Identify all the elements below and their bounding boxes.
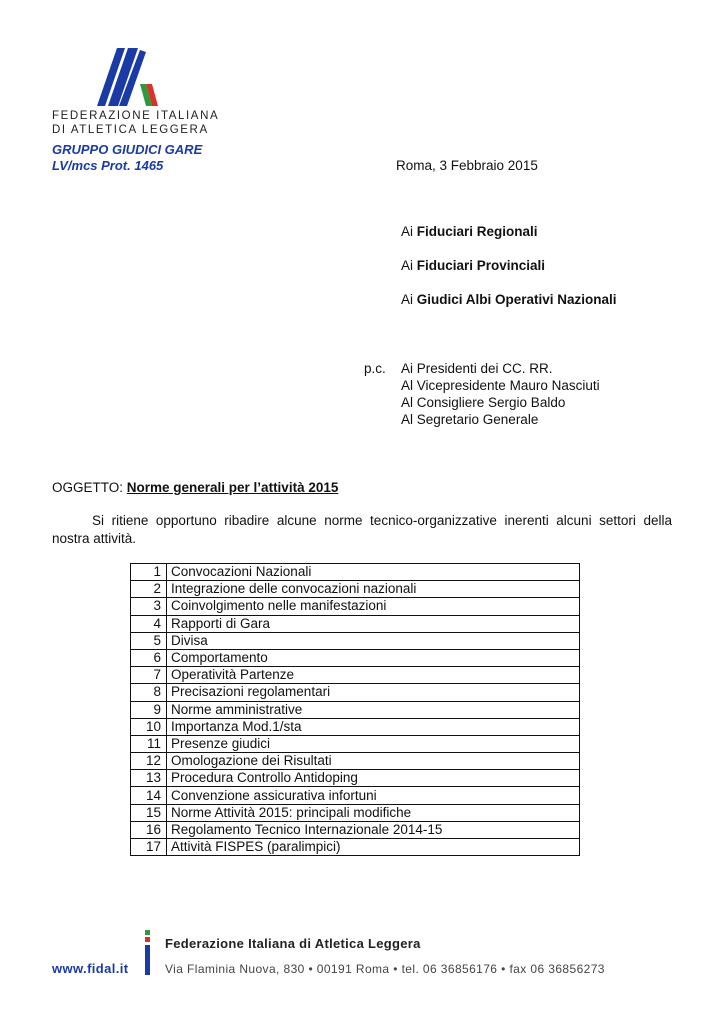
topic-title: Norme Attività 2015: principali modifiche bbox=[167, 804, 580, 821]
table-row bbox=[131, 787, 580, 804]
footer-org-title: Federazione Italiana di Atletica Leggera bbox=[165, 936, 421, 951]
recipient-line: Ai Fiduciari Regionali bbox=[401, 224, 538, 239]
table-row bbox=[131, 649, 580, 666]
subject-text: Norme generali per l’attività 2015 bbox=[126, 480, 339, 495]
table-row bbox=[131, 667, 580, 684]
topic-title: Omologazione dei Risultati bbox=[167, 753, 580, 770]
table-row bbox=[131, 821, 580, 838]
letter-date: Roma, 3 Febbraio 2015 bbox=[396, 158, 538, 173]
intro-paragraph: Si ritiene opportuno ribadire alcune norme tecnico-organizzative inerenti alcuni settori della nostra attività. bbox=[52, 513, 672, 546]
table-row bbox=[131, 770, 580, 787]
topic-number: 10 bbox=[131, 718, 167, 735]
recipient-name: Fiduciari Provinciali bbox=[416, 258, 546, 273]
topic-number: 15 bbox=[131, 804, 167, 821]
recipient-name: Fiduciari Regionali bbox=[416, 224, 538, 239]
topic-title: Integrazione delle convocazioni nazionali bbox=[167, 581, 580, 598]
table-row bbox=[131, 564, 580, 581]
org-name-line2: DI ATLETICA LEGGERA bbox=[52, 124, 209, 136]
table-row bbox=[131, 581, 580, 598]
topic-title: Importanza Mod.1/sta bbox=[167, 718, 580, 735]
topic-title: Convocazioni Nazionali bbox=[167, 564, 580, 581]
topic-number: 8 bbox=[131, 684, 167, 701]
topic-number: 5 bbox=[131, 632, 167, 649]
topic-title: Rapporti di Gara bbox=[167, 615, 580, 632]
topic-title: Attività FISPES (paralimpici) bbox=[167, 839, 580, 856]
topic-number: 2 bbox=[131, 581, 167, 598]
footer-red-mark bbox=[145, 937, 150, 942]
footer-blue-bar bbox=[145, 945, 150, 975]
table-row bbox=[131, 615, 580, 632]
footer-address: Via Flaminia Nuova, 830 • 00191 Roma • tel. 06 36856176 • fax 06 36856273 bbox=[165, 962, 605, 976]
topic-title: Operatività Partenze bbox=[167, 667, 580, 684]
topic-title: Divisa bbox=[167, 632, 580, 649]
topic-number: 3 bbox=[131, 598, 167, 615]
table-row bbox=[131, 684, 580, 701]
topic-number: 14 bbox=[131, 787, 167, 804]
footer-green-mark bbox=[145, 930, 150, 935]
fidal-logo-icon bbox=[94, 48, 158, 106]
subject-label: OGGETTO: bbox=[52, 480, 127, 495]
org-name-line1: FEDERAZIONE ITALIANA bbox=[52, 110, 220, 122]
topic-number: 9 bbox=[131, 701, 167, 718]
topic-number: 6 bbox=[131, 649, 167, 666]
table-row bbox=[131, 718, 580, 735]
topic-title: Coinvolgimento nelle manifestazioni bbox=[167, 598, 580, 615]
table-row bbox=[131, 839, 580, 856]
topic-number: 16 bbox=[131, 821, 167, 838]
topic-title: Presenze giudici bbox=[167, 735, 580, 752]
table-row bbox=[131, 701, 580, 718]
table-row bbox=[131, 735, 580, 752]
topic-title: Norme amministrative bbox=[167, 701, 580, 718]
topic-number: 1 bbox=[131, 564, 167, 581]
topic-number: 13 bbox=[131, 770, 167, 787]
topic-title: Procedura Controllo Antidoping bbox=[167, 770, 580, 787]
table-row bbox=[131, 632, 580, 649]
topics-table bbox=[130, 563, 580, 856]
subject-line bbox=[52, 480, 338, 495]
cc-line: Al Consigliere Sergio Baldo bbox=[401, 395, 566, 410]
topic-number: 7 bbox=[131, 667, 167, 684]
topic-number: 12 bbox=[131, 753, 167, 770]
recipient-line: Ai Giudici Albi Operativi Nazionali bbox=[401, 292, 617, 307]
group-name: GRUPPO GIUDICI GARE bbox=[52, 142, 203, 157]
cc-label: p.c. bbox=[364, 361, 386, 376]
footer-website-link[interactable]: www.fidal.it bbox=[52, 961, 129, 976]
topic-title: Regolamento Tecnico Internazionale 2014-15 bbox=[167, 821, 580, 838]
topic-number: 11 bbox=[131, 735, 167, 752]
table-row bbox=[131, 598, 580, 615]
protocol-number: LV/mcs Prot. 1465 bbox=[52, 158, 164, 173]
cc-line: Ai Presidenti dei CC. RR. bbox=[401, 361, 553, 376]
recipient-line: Ai Fiduciari Provinciali bbox=[401, 258, 546, 273]
topic-number: 17 bbox=[131, 839, 167, 856]
table-row bbox=[131, 804, 580, 821]
topic-title: Convenzione assicurativa infortuni bbox=[167, 787, 580, 804]
cc-line: Al Segretario Generale bbox=[401, 412, 539, 427]
topic-title: Comportamento bbox=[167, 649, 580, 666]
topic-number: 4 bbox=[131, 615, 167, 632]
topic-title: Precisazioni regolamentari bbox=[167, 684, 580, 701]
cc-line: Al Vicepresidente Mauro Nasciuti bbox=[401, 378, 600, 393]
table-row bbox=[131, 753, 580, 770]
recipient-name: Giudici Albi Operativi Nazionali bbox=[416, 292, 617, 307]
